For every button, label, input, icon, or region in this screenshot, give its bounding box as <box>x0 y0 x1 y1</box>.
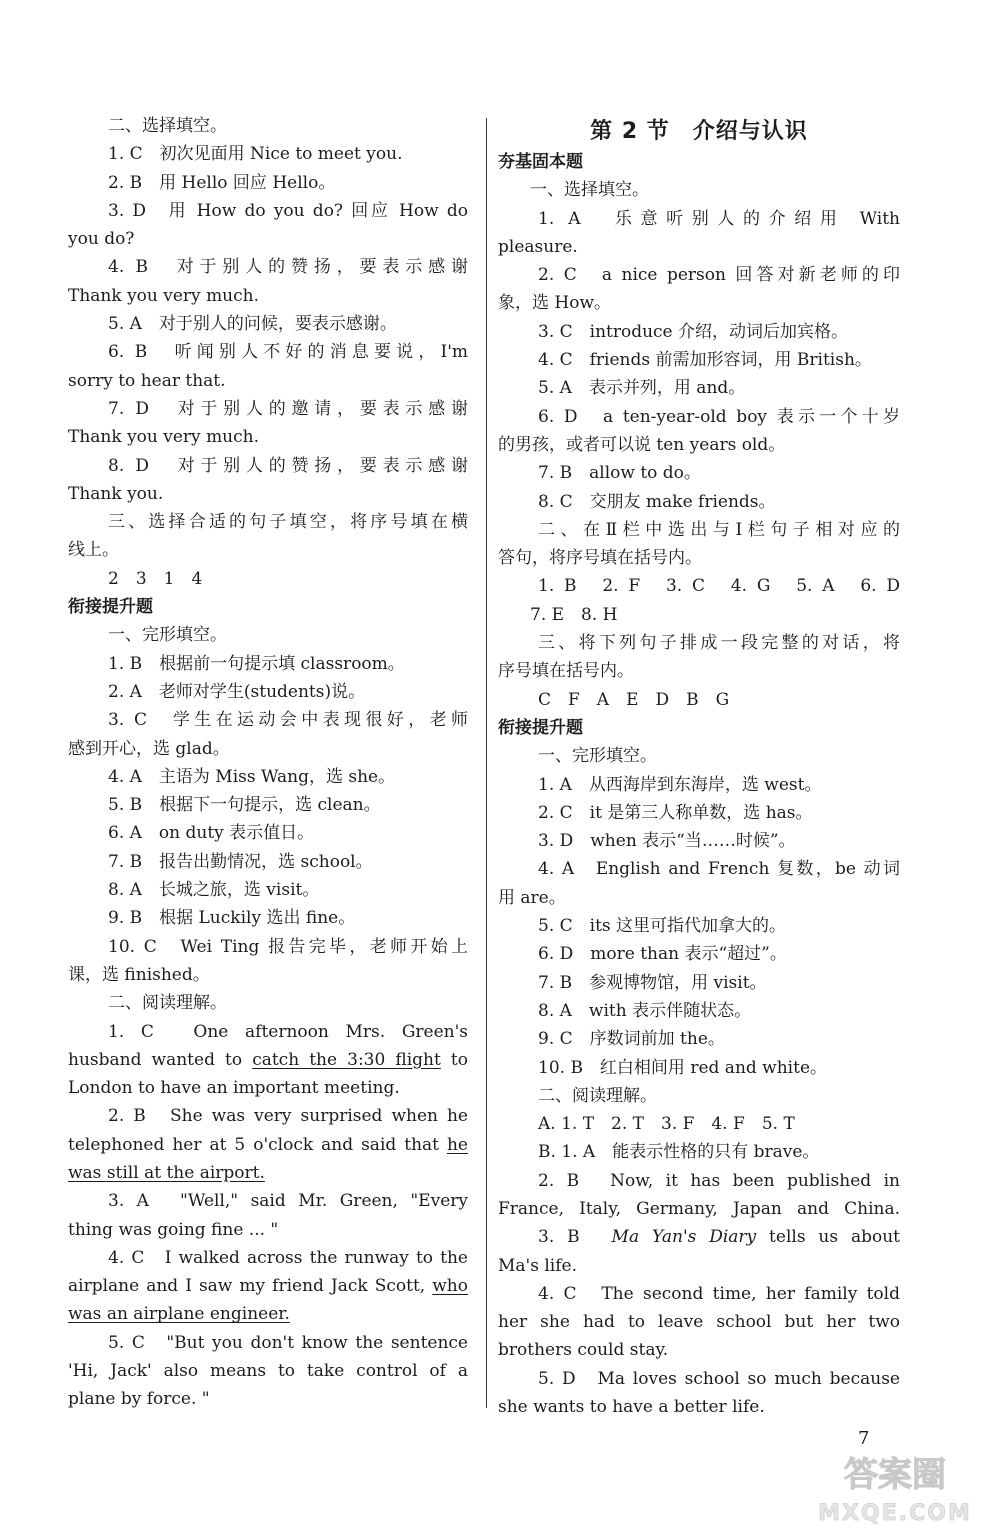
section-heading: 一、完形填空。 <box>538 746 657 767</box>
answer-continuation: 'Hi, Jack' also means to take control of a <box>68 1361 468 1382</box>
answer-item: 3. B Ma Yan's Diary tells us about <box>538 1227 900 1248</box>
answer-item: 2. C a nice person 回答对新老师的印 <box>538 265 900 286</box>
answer-item: 4. A English and French 复数，be 动词 <box>538 859 900 880</box>
watermark-text: 答案圈 <box>844 1455 946 1495</box>
answer-continuation: telephoned her at 5 o'clock and said that he <box>68 1134 468 1155</box>
answer-item: 7. B 报告出勤情况，选 school。 <box>108 851 373 872</box>
answer-item: 7. B 参观博物馆，用 visit。 <box>538 972 767 993</box>
answer-item: 6. A on duty 表示值日。 <box>108 823 315 844</box>
answer-continuation: 的男孩，或者可以说 ten years old。 <box>498 434 786 455</box>
answer-item: 1. C One afternoon Mrs. Green's <box>108 1021 468 1042</box>
answer-item: 2. B She was very surprised when he <box>108 1106 468 1127</box>
part-heading: 衔接提升题 <box>68 597 153 618</box>
answer-continuation: France, Italy, Germany, Japan and China. <box>498 1198 900 1219</box>
answer-item: 8. A 长城之旅，选 visit。 <box>108 880 320 901</box>
section-heading: 一、完形填空。 <box>108 625 227 646</box>
answer-sequence: 7. E 8. H <box>530 604 618 625</box>
watermark-url: MXQE.COM <box>818 1501 972 1526</box>
underlined-text: catch the 3:30 flight <box>252 1049 441 1070</box>
answer-item: 6. D a ten-year-old boy 表示一个十岁 <box>538 406 900 427</box>
answer-continuation: pleasure. <box>498 236 578 257</box>
answer-item: 5. B 根据下一句提示，选 clean。 <box>108 795 381 816</box>
answer-continuation: you do? <box>68 229 135 250</box>
answer-continuation: London to have an important meeting. <box>68 1078 400 1099</box>
answer-item: 1. A 乐意听别人的介绍用 With <box>538 208 900 229</box>
watermark-logo <box>800 1448 990 1526</box>
answer-continuation: airplane and I saw my friend Jack Scott, who <box>68 1276 468 1297</box>
answer-item: 4. C friends 前需加形容词，用 British。 <box>538 350 872 371</box>
section-heading-continuation: 线上。 <box>68 540 119 561</box>
answer-item: 3. D 用 How do you do? 回应 How do <box>108 200 468 221</box>
section-heading: 一、选择填空。 <box>530 180 649 201</box>
answer-continuation: brothers could stay. <box>498 1340 669 1361</box>
column-divider <box>486 118 487 1408</box>
italic-title: Ma Yan's Diary <box>611 1227 757 1248</box>
answer-continuation: Thank you. <box>68 483 164 504</box>
answer-item: 2. B 用 Hello 回应 Hello。 <box>108 172 336 193</box>
answer-item: 3. C introduce 介绍，动词后加宾格。 <box>538 321 849 342</box>
answer-continuation: 感到开心，选 glad。 <box>68 738 230 759</box>
underlined-text: was an airplane engineer. <box>68 1304 290 1325</box>
answer-continuation: Thank you very much. <box>68 427 260 448</box>
answer-continuation: thing was going fine ... " <box>68 1219 279 1240</box>
answer-sequence: 2 3 1 4 <box>108 568 203 589</box>
answer-item: B. 1. A 能表示性格的只有 brave。 <box>538 1142 820 1163</box>
section-heading-continuation: 答句，将序号填在括号内。 <box>498 548 702 569</box>
answer-continuation: she wants to have a better life. <box>498 1397 765 1418</box>
answer-item: 9. B 根据 Luckily 选出 fine。 <box>108 908 356 929</box>
answer-item: 10. C Wei Ting 报告完毕，老师开始上 <box>108 936 468 957</box>
answer-item: 10. B 红白相间用 red and white。 <box>538 1057 828 1078</box>
section-heading: 二、选择填空。 <box>108 116 227 136</box>
answer-item: 5. D Ma loves school so much because <box>538 1368 900 1389</box>
answer-continuation: 象，选 How。 <box>498 293 612 314</box>
answer-continuation: sorry to hear that. <box>68 370 226 391</box>
page-title: 第 2 节 介绍与认识 <box>590 119 808 144</box>
answer-item: 7. D 对于别人的邀请，要表示感谢 <box>108 398 468 419</box>
section-heading: 三、选择合适的句子填空，将序号填在横 <box>108 512 468 533</box>
part-heading: 衔接提升题 <box>498 717 583 738</box>
answer-continuation: 用 are。 <box>498 887 566 908</box>
answer-item: 9. C 序数词前加 the。 <box>538 1029 725 1050</box>
answer-continuation: plane by force. " <box>68 1389 210 1410</box>
answer-item: 5. A 对于别人的问候，要表示感谢。 <box>108 314 397 335</box>
answer-continuation: her she had to leave school but her two <box>498 1312 900 1333</box>
left-column <box>68 112 468 1414</box>
right-column <box>498 112 900 1421</box>
answer-sequence: A. 1. T 2. T 3. F 4. F 5. T <box>538 1114 795 1135</box>
section-heading-continuation: 序号填在括号内。 <box>498 661 634 682</box>
answer-item: 8. A with 表示伴随状态。 <box>538 1000 752 1021</box>
underlined-text: he <box>446 1134 468 1155</box>
answer-item: 4. C I walked across the runway to the <box>108 1247 468 1268</box>
answer-item: 8. D 对于别人的赞扬，要表示感谢 <box>108 455 468 476</box>
answer-item: 3. C 学生在运动会中表现很好，老师 <box>108 710 468 731</box>
answer-item: 1. A 从西海岸到东海岸，选 west。 <box>538 774 822 795</box>
answer-item: 5. C "But you don't know the sentence <box>108 1332 468 1353</box>
answer-item: 6. B 听闻别人不好的消息要说，I'm <box>108 342 468 363</box>
answer-item: 7. B allow to do。 <box>538 463 701 484</box>
answer-item: 5. C its 这里可指代加拿大的。 <box>538 916 787 937</box>
answer-item: 8. C 交朋友 make friends。 <box>538 491 776 512</box>
answer-item: 4. C The second time, her family told <box>538 1283 900 1304</box>
underlined-text: was still at the airport. <box>68 1162 265 1183</box>
answer-item: 5. A 表示并列，用 and。 <box>538 378 746 399</box>
section-heading: 二、在Ⅱ栏中选出与Ⅰ栏句子相对应的 <box>538 519 900 540</box>
answer-continuation: husband wanted to catch the 3:30 flight to <box>68 1049 468 1070</box>
answer-item: 3. D when 表示“当……时候”。 <box>538 831 796 852</box>
answer-item: 6. D more than 表示“超过”。 <box>538 944 787 965</box>
answer-item: 2. C it 是第三人称单数，选 has。 <box>538 802 813 823</box>
answer-continuation: Thank you very much. <box>68 285 260 306</box>
underlined-text: who <box>432 1276 468 1297</box>
answer-item: 2. A 老师对学生(students)说。 <box>108 681 366 702</box>
answer-sequence: 1. B 2. F 3. C 4. G 5. A 6. D <box>538 576 900 597</box>
part-heading: 夯基固本题 <box>498 152 583 172</box>
answer-item: 4. A 主语为 Miss Wang，选 she。 <box>108 766 396 787</box>
answer-continuation: Ma's life. <box>498 1255 577 1276</box>
page-number: 7 <box>858 1428 870 1449</box>
answer-item: 2. B Now, it has been published in <box>538 1170 900 1191</box>
section-heading: 二、阅读理解。 <box>108 993 227 1014</box>
answer-continuation: 课，选 finished。 <box>68 964 210 985</box>
answer-item: 1. B 根据前一句提示填 classroom。 <box>108 653 405 674</box>
answer-item: 4. B 对于别人的赞扬，要表示感谢 <box>108 257 468 278</box>
answer-sequence: C F A E D B G <box>538 689 730 710</box>
section-heading: 二、阅读理解。 <box>538 1085 657 1106</box>
section-heading: 三、将下列句子排成一段完整的对话，将 <box>538 633 900 654</box>
answer-item: 1. C 初次见面用 Nice to meet you. <box>108 144 403 165</box>
answer-item: 3. A "Well," said Mr. Green, "Every <box>108 1191 468 1212</box>
